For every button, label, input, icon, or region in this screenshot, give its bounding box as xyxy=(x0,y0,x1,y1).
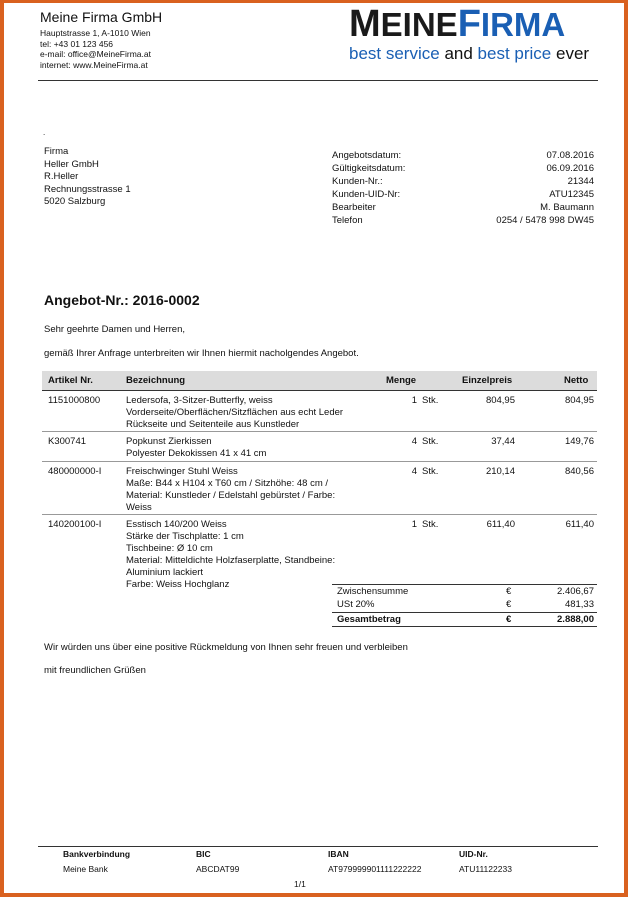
cell-net: 149,76 xyxy=(564,436,594,447)
grand-total-row xyxy=(332,613,597,626)
meta-row xyxy=(332,175,594,188)
cell-quantity: 1 xyxy=(411,395,417,406)
sender-internet: internet: www.MeineFirma.at xyxy=(40,59,148,70)
desc-line: Aluminium lackiert xyxy=(126,567,204,578)
desc-line: Material: Mitteldichte Holzfaserplatte, Standbeine: xyxy=(126,555,336,566)
footer-heading: BIC xyxy=(196,849,211,859)
col-header-description: Bezeichnung xyxy=(126,375,186,386)
desc-line: Rückseite und Seitenteile aus Kunstleder xyxy=(126,419,300,430)
cell-unit-price: 804,95 xyxy=(485,395,515,406)
footer-heading: UID-Nr. xyxy=(459,849,488,859)
intro-text: gemäß Ihrer Anfrage unterbreiten wir Ihnen hiermit nacholgendes Angebot. xyxy=(44,348,359,359)
tagline-part-1: best service xyxy=(349,44,440,63)
tagline-part-2: and xyxy=(444,44,473,63)
cell-unit: Stk. xyxy=(422,466,439,477)
desc-line: Stärke der Tischplatte: 1 cm xyxy=(126,531,244,542)
meta-label: Telefon xyxy=(332,215,363,226)
cell-description xyxy=(126,436,374,460)
table-row xyxy=(42,432,597,462)
footer-value: AT979999901111222222 xyxy=(328,864,422,874)
recipient-line: Heller GmbH xyxy=(44,158,99,170)
footer-col-uid xyxy=(459,849,512,874)
tagline-part-3: best price xyxy=(477,44,552,63)
table-row xyxy=(42,391,597,432)
currency-symbol: € xyxy=(506,599,512,610)
recipient-line: R.Heller xyxy=(44,171,79,182)
cell-net: 611,40 xyxy=(565,519,594,530)
desc-line: Popkunst Zierkissen xyxy=(126,436,212,447)
sender-email: e-mail: office@MeineFirma.at xyxy=(40,49,151,59)
recipient-line: Firma xyxy=(44,146,69,157)
table-row xyxy=(42,462,597,515)
col-header-article: Artikel Nr. xyxy=(48,375,93,386)
cell-unit-price: 210,14 xyxy=(485,466,515,477)
col-header-quantity: Menge xyxy=(386,375,417,386)
currency-symbol: € xyxy=(506,586,512,597)
col-header-net: Netto xyxy=(564,375,589,386)
subtotal-value: 2.406,67 xyxy=(557,586,594,597)
footer-col-bank xyxy=(63,849,130,874)
cell-quantity: 4 xyxy=(411,436,417,447)
offer-meta xyxy=(332,149,594,227)
cell-net: 840,56 xyxy=(564,466,594,477)
desc-line: Material: Kunstleder / Edelstahl gebürstet / Farbe: xyxy=(126,490,336,501)
desc-line: Polyester Dekokissen 41 x 41 cm xyxy=(126,448,267,459)
desc-line: Weiss xyxy=(126,502,152,513)
col-header-unit-price: Einzelpreis xyxy=(462,375,513,386)
meta-value: ATU12345 xyxy=(549,189,594,200)
cell-quantity: 1 xyxy=(411,519,417,530)
currency-symbol: € xyxy=(506,614,512,625)
footer-value: Meine Bank xyxy=(63,864,108,874)
header-divider xyxy=(38,80,598,81)
offer-title: Angebot-Nr.: 2016-0002 xyxy=(44,292,200,308)
table-row xyxy=(42,515,597,589)
regards-text: mit freundlichen Grüßen xyxy=(44,665,146,676)
desc-line: Vorderseite/Oberflächen/Sitzflächen aus echt Leder xyxy=(126,407,344,418)
meta-label: Gültigkeitsdatum: xyxy=(332,163,406,174)
recipient-address xyxy=(44,146,131,209)
recipient-line: 5020 Salzburg xyxy=(44,196,106,207)
desc-line: Tischbeine: Ø 10 cm xyxy=(126,543,213,554)
cell-description xyxy=(126,519,374,591)
meta-row xyxy=(332,201,594,214)
meta-value: 21344 xyxy=(567,176,594,187)
meta-value: M. Baumann xyxy=(540,202,594,213)
meta-label: Angebotsdatum: xyxy=(332,150,402,161)
desc-line: Farbe: Weiss Hochglanz xyxy=(126,579,230,590)
subtotal-label: Zwischensumme xyxy=(337,586,409,597)
cell-unit-price: 611,40 xyxy=(486,519,515,530)
cell-article: 1151000800 xyxy=(48,395,101,406)
footer-heading: IBAN xyxy=(328,849,349,859)
cell-unit: Stk. xyxy=(422,519,439,530)
desc-line: Esstisch 140/200 Weiss xyxy=(126,519,227,530)
meta-label: Kunden-Nr.: xyxy=(332,176,383,187)
subtotal-row xyxy=(332,585,597,598)
items-table xyxy=(42,371,597,589)
meta-row xyxy=(332,162,594,175)
meta-label: Kunden-UID-Nr: xyxy=(332,189,401,200)
cell-unit: Stk. xyxy=(422,395,439,406)
page-number: 1/1 xyxy=(294,879,306,889)
meta-value: 06.09.2016 xyxy=(546,163,594,174)
footer-value: ABCDAT99 xyxy=(196,864,240,874)
logo-tagline xyxy=(349,44,589,64)
cell-article: 480000000-I xyxy=(48,466,102,477)
logo-wordmark: MEINEFIRMA xyxy=(349,3,566,45)
cell-quantity: 4 xyxy=(411,466,417,477)
company-logo xyxy=(349,3,590,64)
salutation: Sehr geehrte Damen und Herren, xyxy=(44,324,185,335)
fold-mark: . xyxy=(43,128,46,137)
grand-total-label: Gesamtbetrag xyxy=(337,614,401,625)
meta-row xyxy=(332,214,594,227)
desc-line: Maße: B44 x H104 x T60 cm / Sitzhöhe: 48 cm / xyxy=(126,478,329,489)
footer-heading: Bankverbindung xyxy=(63,849,131,859)
table-header xyxy=(42,371,597,391)
cell-description xyxy=(126,395,374,431)
footer-value: ATU11122233 xyxy=(459,864,512,874)
cell-article: K300741 xyxy=(48,436,87,447)
cell-unit: Stk. xyxy=(422,436,439,447)
tax-row xyxy=(332,598,597,611)
tax-label: USt 20% xyxy=(337,599,375,610)
meta-row xyxy=(332,188,594,201)
tagline-part-4: ever xyxy=(555,44,590,63)
footer-divider xyxy=(38,846,598,847)
sender-street: Hauptstrasse 1, A-1010 Wien xyxy=(40,28,151,38)
tax-value: 481,33 xyxy=(564,599,594,610)
totals-bottom-line xyxy=(332,626,597,627)
footer-col-iban xyxy=(328,849,421,874)
desc-line: Freischwinger Stuhl Weiss xyxy=(126,466,238,477)
recipient-line: Rechnungsstrasse 1 xyxy=(44,183,131,195)
totals-block xyxy=(332,584,597,627)
meta-value: 07.08.2016 xyxy=(546,150,594,161)
cell-article: 140200100-I xyxy=(48,519,102,530)
footer-col-bic xyxy=(196,849,239,874)
meta-row xyxy=(332,149,594,162)
cell-unit-price: 37,44 xyxy=(491,436,515,447)
sender-address xyxy=(40,28,151,70)
meta-value: 0254 / 5478 998 DW45 xyxy=(496,215,594,226)
closing-text: Wir würden uns über eine positive Rückmeldung von Ihnen sehr freuen und verbleiben xyxy=(44,642,408,653)
desc-line: Ledersofa, 3-Sitzer-Butterfly, weiss xyxy=(126,395,273,406)
grand-total-value: 2.888,00 xyxy=(557,614,594,625)
logo-part-1: EINE xyxy=(380,6,458,43)
sender-phone: tel: +43 01 123 456 xyxy=(40,38,114,49)
document-page xyxy=(4,3,624,893)
logo-part-2: IRMA xyxy=(480,6,566,43)
meta-label: Bearbeiter xyxy=(332,202,376,213)
company-name: Meine Firma GmbH xyxy=(40,9,163,25)
cell-net: 804,95 xyxy=(564,395,594,406)
cell-description xyxy=(126,466,374,514)
